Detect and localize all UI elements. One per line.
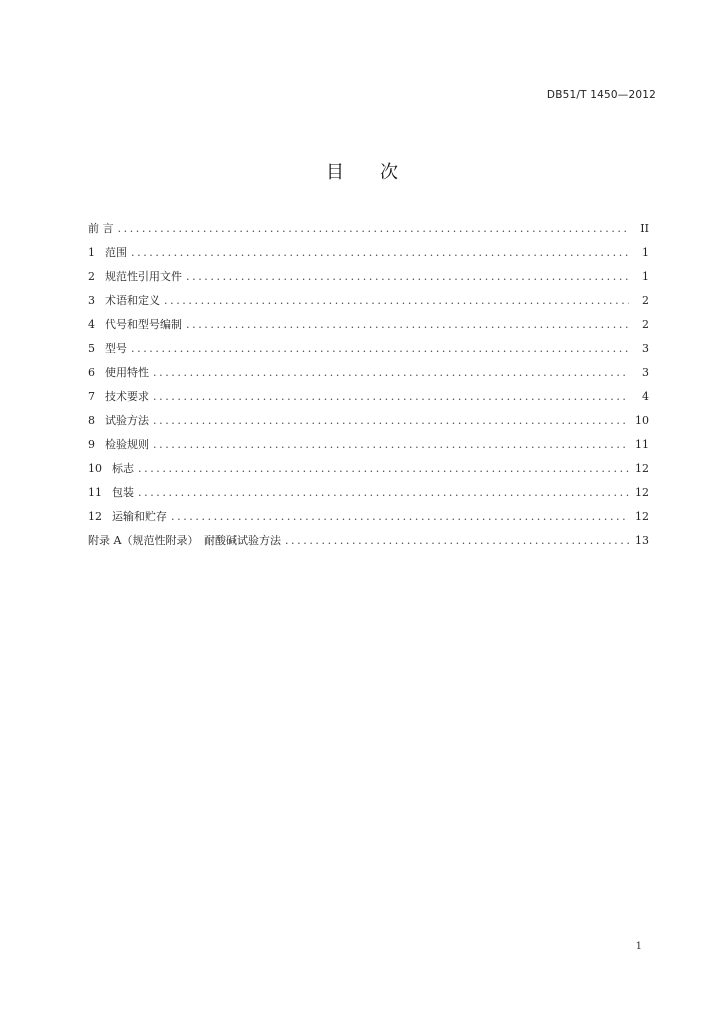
dot-leader [153, 385, 629, 409]
toc-entry-number: 11 [88, 486, 102, 499]
toc-entry-label: 附录 A（规范性附录） 耐酸碱试验方法 [88, 534, 281, 547]
toc-entry-8[interactable] [88, 409, 649, 433]
toc-entry-page: 2 [642, 294, 649, 307]
toc-entry-number: 2 [88, 270, 95, 283]
toc-list [88, 217, 649, 553]
toc-entry-page: 3 [642, 366, 649, 379]
dot-leader [131, 241, 629, 265]
toc-entry-page: 11 [635, 438, 649, 451]
toc-entry-label: 标志 [112, 462, 134, 475]
toc-entry-label: 检验规则 [105, 438, 149, 451]
toc-entry-3[interactable] [88, 289, 649, 313]
toc-entry-foreword[interactable] [88, 217, 649, 241]
toc-entry-label: 试验方法 [105, 414, 149, 427]
toc-entry-appendix-a[interactable] [88, 529, 649, 553]
dot-leader [138, 481, 629, 505]
dot-leader [153, 433, 629, 457]
dot-leader [285, 529, 629, 553]
document-code: DB51/T 1450—2012 [546, 89, 656, 101]
dot-leader [131, 337, 629, 361]
dot-leader [153, 361, 629, 385]
toc-entry-number: 7 [88, 390, 95, 403]
toc-entry-page: 3 [642, 342, 649, 355]
toc-entry-number: 8 [88, 414, 95, 427]
toc-title [0, 158, 724, 184]
toc-title-char: 次 [380, 162, 398, 183]
toc-entry-1[interactable] [88, 241, 649, 265]
toc-entry-2[interactable] [88, 265, 649, 289]
toc-entry-number: 5 [88, 342, 95, 355]
toc-entry-page: 1 [642, 246, 649, 259]
toc-entry-9[interactable] [88, 433, 649, 457]
toc-entry-page: 12 [635, 486, 649, 499]
toc-entry-11[interactable] [88, 481, 649, 505]
toc-entry-label: 运输和贮存 [112, 510, 167, 523]
toc-entry-label: 前 言 [88, 222, 114, 235]
toc-entry-label: 规范性引用文件 [105, 270, 182, 283]
toc-entry-5[interactable] [88, 337, 649, 361]
toc-entry-number: 10 [88, 462, 102, 475]
toc-entry-page: 10 [635, 414, 649, 427]
toc-entry-label: 型号 [105, 342, 127, 355]
dot-leader [186, 313, 629, 337]
toc-entry-label: 技术要求 [105, 390, 149, 403]
toc-entry-12[interactable] [88, 505, 649, 529]
dot-leader [153, 409, 629, 433]
toc-entry-page: 13 [635, 534, 649, 547]
toc-entry-number: 4 [88, 318, 95, 331]
toc-entry-6[interactable] [88, 361, 649, 385]
toc-entry-number: 1 [88, 246, 95, 259]
toc-entry-number: 6 [88, 366, 95, 379]
dot-leader [171, 505, 629, 529]
toc-entry-label: 使用特性 [105, 366, 149, 379]
toc-entry-page: 12 [635, 510, 649, 523]
toc-entry-page: 1 [642, 270, 649, 283]
toc-entry-number: 12 [88, 510, 102, 523]
dot-leader [186, 265, 629, 289]
toc-entry-label: 范围 [105, 246, 127, 259]
toc-entry-number: 3 [88, 294, 95, 307]
toc-entry-page: 12 [635, 462, 649, 475]
toc-entry-7[interactable] [88, 385, 649, 409]
toc-entry-number: 9 [88, 438, 95, 451]
toc-entry-page: 2 [642, 318, 649, 331]
toc-entry-label: 代号和型号编制 [105, 318, 182, 331]
page-number: 1 [635, 941, 642, 952]
toc-entry-4[interactable] [88, 313, 649, 337]
toc-entry-10[interactable] [88, 457, 649, 481]
toc-entry-label: 包装 [112, 486, 134, 499]
dot-leader [164, 289, 629, 313]
dot-leader [138, 457, 629, 481]
toc-entry-page: II [640, 222, 649, 235]
dot-leader [118, 217, 630, 241]
toc-entry-page: 4 [642, 390, 649, 403]
toc-title-char: 目 [326, 162, 344, 183]
toc-entry-label: 术语和定义 [105, 294, 160, 307]
